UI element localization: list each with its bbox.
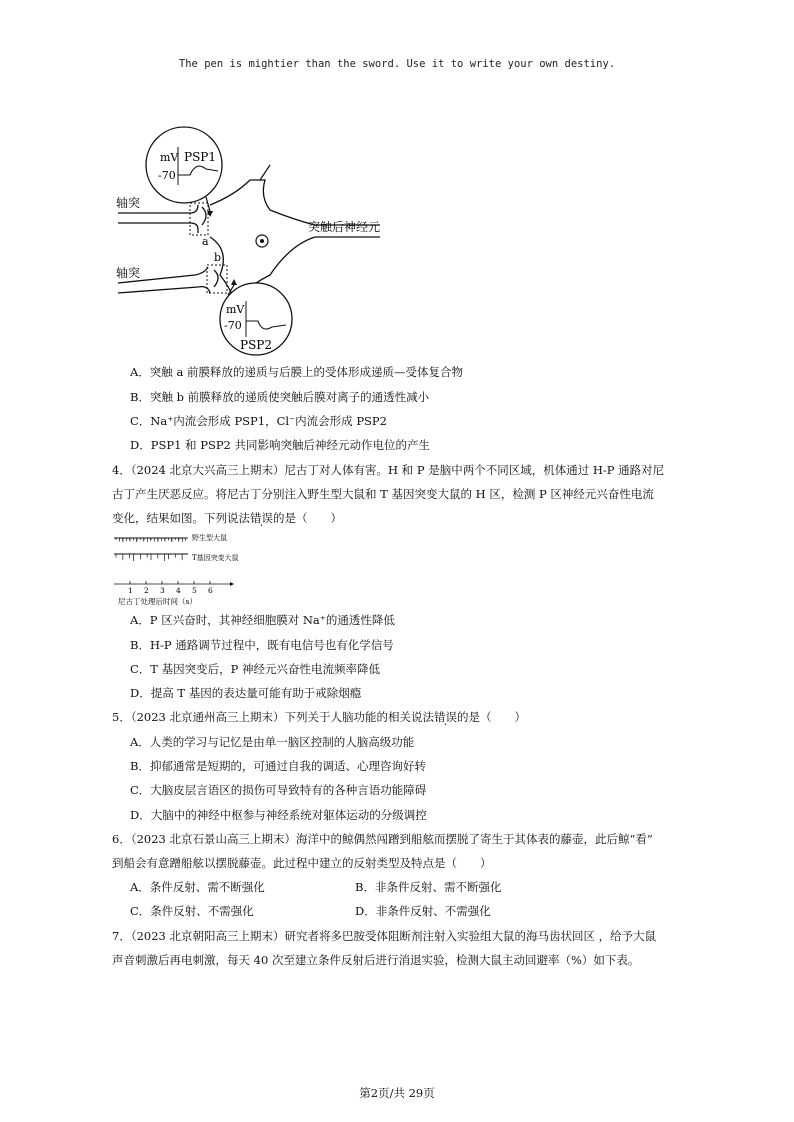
q5-option-d: D．大脑中的神经中枢参与神经系统对躯体运动的分级调控: [130, 808, 427, 822]
q4-option-a: A．P 区兴奋时，其神经细胞膜对 Na⁺的通透性降低: [130, 613, 395, 627]
q6-option-c: C．条件反射、不需强化: [130, 904, 254, 918]
legend-t-mutant: T基因突变大鼠: [192, 554, 239, 562]
legend-wild-type: 野生型大鼠: [192, 534, 227, 542]
q3-option-c: C．Na⁺内流会形成 PSP1，Cl⁻内流会形成 PSP2: [130, 414, 387, 428]
psp2-value: -70: [224, 319, 242, 332]
q4-option-d: D．提高 T 基因的表达量可能有助于戒除烟瘾: [130, 686, 362, 700]
x-tick-label: 1: [128, 586, 133, 595]
q3-option-a: A．突触 a 前膜释放的递质与后膜上的受体形成递质—受体复合物: [130, 365, 463, 379]
q5-option-b: B．抑郁通常是短期的，可通过自我的调适、心理咨询好转: [130, 759, 426, 773]
q6-option-a: A．条件反射、需不断强化: [130, 880, 265, 894]
q6-stem-line2: 到船会有意蹭船舷以摆脱藤壶。此过程中建立的反射类型及特点是（ ）: [112, 856, 492, 870]
psp1-value: -70: [158, 169, 176, 182]
psp1-mv: mV: [160, 151, 179, 164]
label-a: a: [202, 235, 209, 248]
label-postsynaptic: 突触后神经元: [308, 220, 381, 234]
x-tick-label: 2: [144, 586, 149, 595]
q7-stem-line1: 7．（2023 北京朝阳高三上期末）研究者将多巴胺受体阻断剂注射入实验组大鼠的海马齿状回区 ，给予大鼠: [112, 929, 657, 943]
psp2-mv: mV: [226, 303, 245, 316]
q3-option-b: B．突触 b 前膜释放的递质使突触后膜对离子的通透性减小: [130, 390, 430, 404]
q5-option-c: C．大脑皮层言语区的损伤可导致特有的各种言语功能障碍: [130, 783, 427, 797]
q7-stem-line2: 声音刺激后再电刺激，每天 40 次至建立条件反射后进行消退实验，检测大鼠主动回避率（%）如下表。: [112, 953, 640, 967]
page-header-motto: The pen is mightier than the sword. Use it to write your own destiny.: [178, 58, 616, 70]
q5-option-a: A．人类的学习与记忆是由单一脑区控制的人脑高级功能: [130, 735, 415, 749]
label-axon-lower: 轴突: [116, 266, 141, 280]
x-tick-label: 5: [192, 586, 197, 595]
q5-stem: 5．（2023 北京通州高三上期末）下列关于人脑功能的相关说法错误的是（ ）: [112, 710, 526, 724]
current-trace-chart: [112, 532, 262, 610]
q4-stem-line2: 古丁产生厌恶反应。将尼古丁分别注入野生型大鼠和 T 基因突变大鼠的 H 区，检测 P 区神经元兴奋性电流: [112, 487, 654, 501]
q6-option-d: D．非条件反射、不需强化: [355, 904, 491, 918]
q6-option-b: B．非条件反射、需不断强化: [355, 880, 502, 894]
psp2-name: PSP2: [240, 338, 273, 352]
q6-stem-line1: 6．（2023 北京石景山高三上期末）海洋中的鲸偶然闯蹭到船舷而摆脱了寄生于其体表的藤壶，此后鲸“看”: [112, 832, 653, 846]
label-b: b: [214, 251, 222, 264]
q4-option-c: C．T 基因突变后，P 神经元兴奋性电流频率降低: [130, 662, 381, 676]
psp1-name: PSP1: [184, 150, 217, 164]
x-tick-label: 3: [160, 586, 165, 595]
x-tick-label: 6: [208, 586, 213, 595]
q4-option-b: B．H-P 通路调节过程中，既有电信号也有化学信号: [130, 638, 394, 652]
label-axon-upper: 轴突: [116, 196, 141, 210]
synapse-diagram: [110, 125, 400, 360]
x-tick-label: 4: [176, 586, 181, 595]
page-footer: 第2页/共 29页: [359, 1086, 435, 1100]
chart-x-axis-label: 尼古丁处理后时间（s）: [118, 597, 197, 606]
q3-option-d: D．PSP1 和 PSP2 共同影响突触后神经元动作电位的产生: [130, 438, 431, 452]
q4-stem-line1: 4．（2024 北京大兴高三上期末）尼古丁对人体有害。H 和 P 是脑中两个不同区域，机体通过 H-P 通路对尼: [112, 463, 665, 477]
q4-stem-line3: 变化，结果如图。下列说法错误的是（ ）: [112, 511, 342, 525]
